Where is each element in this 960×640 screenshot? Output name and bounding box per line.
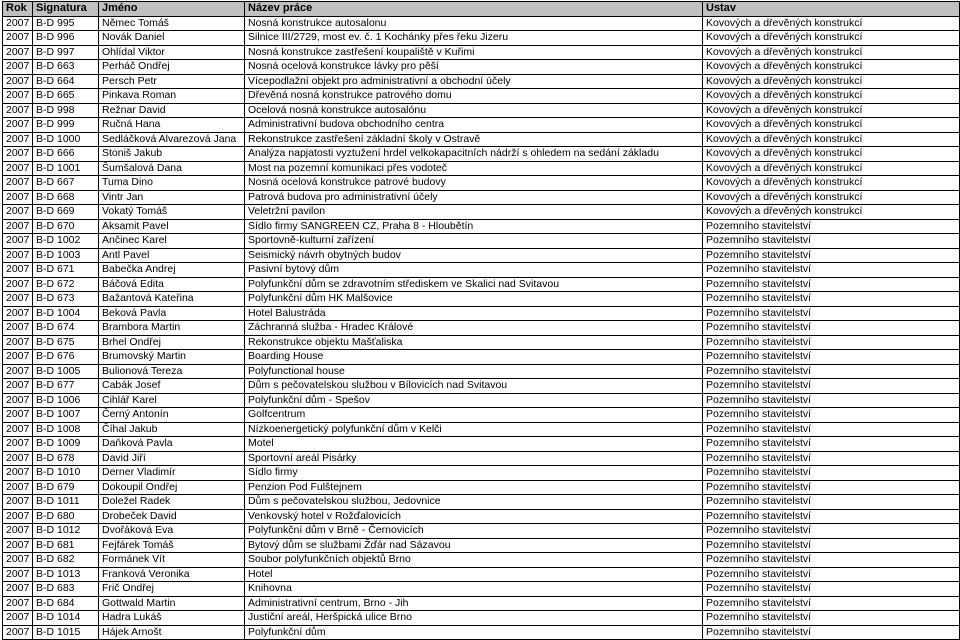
table-row: [3, 393, 960, 408]
cell-ustav: Pozemního stavitelství: [703, 437, 960, 452]
cell-rok: 2007: [3, 292, 33, 307]
cell-nazev-prace: Polyfunkční dům v Brně - Černovicích: [245, 524, 703, 539]
cell-ustav: Pozemního stavitelství: [703, 263, 960, 278]
cell-signatura: B-D 673: [33, 292, 99, 307]
cell-jmeno: Novák Daniel: [99, 31, 245, 46]
cell-jmeno: Gottwald Martin: [99, 596, 245, 611]
cell-nazev-prace: Veletržní pavilon: [245, 205, 703, 220]
cell-ustav: Kovových a dřevěných konstrukcí: [703, 16, 960, 31]
cell-signatura: B-D 667: [33, 176, 99, 191]
table-row: [3, 263, 960, 278]
cell-nazev-prace: Justiční areál, Heršpická ulice Brno: [245, 611, 703, 626]
cell-ustav: Pozemního stavitelství: [703, 335, 960, 350]
cell-ustav: Kovových a dřevěných konstrukcí: [703, 161, 960, 176]
cell-nazev-prace: Nosná konstrukce zastřešení koupaliště v Kuřimi: [245, 45, 703, 60]
table-row: [3, 480, 960, 495]
cell-jmeno: Frič Ondřej: [99, 582, 245, 597]
cell-ustav: Pozemního stavitelství: [703, 553, 960, 568]
cell-rok: 2007: [3, 538, 33, 553]
cell-nazev-prace: Analýza napjatosti vyztužení hrdel velkokapacitních nádrží s ohledem na sedání základu: [245, 147, 703, 162]
cell-nazev-prace: Dům s pečovatelskou službou, Jedovnice: [245, 495, 703, 510]
table-row: [3, 422, 960, 437]
cell-nazev-prace: Polyfunkční dům: [245, 625, 703, 640]
cell-rok: 2007: [3, 45, 33, 60]
cell-jmeno: Persch Petr: [99, 74, 245, 89]
table-row: [3, 364, 960, 379]
cell-signatura: B-D 678: [33, 451, 99, 466]
table-row: [3, 582, 960, 597]
cell-rok: 2007: [3, 437, 33, 452]
table-row: [3, 219, 960, 234]
table-row: [3, 31, 960, 46]
cell-rok: 2007: [3, 89, 33, 104]
cell-ustav: Pozemního stavitelství: [703, 422, 960, 437]
cell-ustav: Pozemního stavitelství: [703, 306, 960, 321]
cell-jmeno: Tuma Dino: [99, 176, 245, 191]
header-rok: Rok: [3, 2, 33, 17]
cell-ustav: Pozemního stavitelství: [703, 292, 960, 307]
cell-ustav: Pozemního stavitelství: [703, 509, 960, 524]
cell-nazev-prace: Nízkoenergetický polyfunkční dům v Kelči: [245, 422, 703, 437]
cell-nazev-prace: Administrativní centrum, Brno - Jih: [245, 596, 703, 611]
cell-ustav: Kovových a dřevěných konstrukcí: [703, 176, 960, 191]
cell-nazev-prace: Boarding House: [245, 350, 703, 365]
cell-rok: 2007: [3, 379, 33, 394]
cell-ustav: Pozemního stavitelství: [703, 495, 960, 510]
cell-nazev-prace: Nosná konstrukce autosalonu: [245, 16, 703, 31]
cell-jmeno: Stoniš Jakub: [99, 147, 245, 162]
cell-rok: 2007: [3, 263, 33, 278]
cell-rok: 2007: [3, 495, 33, 510]
cell-signatura: B-D 680: [33, 509, 99, 524]
cell-rok: 2007: [3, 625, 33, 640]
cell-jmeno: Číhal Jakub: [99, 422, 245, 437]
cell-rok: 2007: [3, 118, 33, 133]
cell-signatura: B-D 995: [33, 16, 99, 31]
header-jmeno: Jméno: [99, 2, 245, 17]
cell-jmeno: Černý Antonín: [99, 408, 245, 423]
cell-nazev-prace: Administrativní budova obchodního centra: [245, 118, 703, 133]
cell-signatura: B-D 666: [33, 147, 99, 162]
cell-rok: 2007: [3, 190, 33, 205]
cell-signatura: B-D 1003: [33, 248, 99, 263]
cell-rok: 2007: [3, 147, 33, 162]
table-row: [3, 176, 960, 191]
cell-jmeno: Derner Vladimír: [99, 466, 245, 481]
cell-nazev-prace: Sídlo firmy SANGREEN CZ, Praha 8 - Hloubětín: [245, 219, 703, 234]
cell-nazev-prace: Hotel Balustráda: [245, 306, 703, 321]
cell-jmeno: Ohlídal Viktor: [99, 45, 245, 60]
cell-rok: 2007: [3, 60, 33, 75]
cell-signatura: B-D 1000: [33, 132, 99, 147]
cell-signatura: B-D 1001: [33, 161, 99, 176]
table-body: [3, 16, 960, 640]
cell-signatura: B-D 1005: [33, 364, 99, 379]
cell-nazev-prace: Silnice III/2729, most ev. č. 1 Kochánky přes řeku Jizeru: [245, 31, 703, 46]
cell-signatura: B-D 682: [33, 553, 99, 568]
cell-ustav: Pozemního stavitelství: [703, 524, 960, 539]
cell-signatura: B-D 663: [33, 60, 99, 75]
cell-ustav: Pozemního stavitelství: [703, 379, 960, 394]
cell-nazev-prace: Polyfunkční dům HK Malšovice: [245, 292, 703, 307]
table-row: [3, 147, 960, 162]
table-row: [3, 292, 960, 307]
table-row: [3, 509, 960, 524]
cell-ustav: Kovových a dřevěných konstrukcí: [703, 118, 960, 133]
cell-rok: 2007: [3, 422, 33, 437]
table-row: [3, 408, 960, 423]
table-row: [3, 205, 960, 220]
cell-rok: 2007: [3, 205, 33, 220]
cell-ustav: Kovových a dřevěných konstrukcí: [703, 103, 960, 118]
cell-ustav: Pozemního stavitelství: [703, 277, 960, 292]
cell-signatura: B-D 1010: [33, 466, 99, 481]
cell-jmeno: Doležel Radek: [99, 495, 245, 510]
cell-ustav: Pozemního stavitelství: [703, 567, 960, 582]
cell-ustav: Pozemního stavitelství: [703, 393, 960, 408]
cell-ustav: Kovových a dřevěných konstrukcí: [703, 60, 960, 75]
cell-signatura: B-D 996: [33, 31, 99, 46]
cell-ustav: Pozemního stavitelství: [703, 611, 960, 626]
table-row: [3, 234, 960, 249]
cell-jmeno: Brambora Martin: [99, 321, 245, 336]
cell-jmeno: Brhel Ondřej: [99, 335, 245, 350]
cell-nazev-prace: Seismický návrh obytných budov: [245, 248, 703, 263]
table-row: [3, 538, 960, 553]
cell-jmeno: Brumovský Martin: [99, 350, 245, 365]
cell-ustav: Pozemního stavitelství: [703, 219, 960, 234]
cell-jmeno: Aksamit Pavel: [99, 219, 245, 234]
table-row: [3, 451, 960, 466]
cell-ustav: Pozemního stavitelství: [703, 234, 960, 249]
cell-nazev-prace: Dům s pečovatelskou službou v Bílovicích nad Svitavou: [245, 379, 703, 394]
cell-nazev-prace: Motel: [245, 437, 703, 452]
cell-nazev-prace: Knihovna: [245, 582, 703, 597]
cell-jmeno: Báčová Edita: [99, 277, 245, 292]
cell-signatura: B-D 683: [33, 582, 99, 597]
cell-rok: 2007: [3, 524, 33, 539]
cell-jmeno: Sedláčková Alvarezová Jana: [99, 132, 245, 147]
cell-jmeno: Cihlář Karel: [99, 393, 245, 408]
cell-jmeno: Fejfárek Tomáš: [99, 538, 245, 553]
cell-rok: 2007: [3, 393, 33, 408]
cell-rok: 2007: [3, 74, 33, 89]
cell-signatura: B-D 997: [33, 45, 99, 60]
cell-rok: 2007: [3, 219, 33, 234]
cell-signatura: B-D 669: [33, 205, 99, 220]
cell-rok: 2007: [3, 16, 33, 31]
cell-nazev-prace: Penzion Pod Fulštejnem: [245, 480, 703, 495]
header-signatura: Signatura: [33, 2, 99, 17]
table-row: [3, 161, 960, 176]
cell-ustav: Kovových a dřevěných konstrukcí: [703, 74, 960, 89]
cell-signatura: B-D 1002: [33, 234, 99, 249]
header-row: [3, 2, 960, 17]
cell-signatura: B-D 665: [33, 89, 99, 104]
cell-nazev-prace: Ocelová nosná konstrukce autosalónu: [245, 103, 703, 118]
header-ustav: Ústav: [703, 2, 960, 17]
cell-nazev-prace: Patrová budova pro administrativní účely: [245, 190, 703, 205]
table-row: [3, 553, 960, 568]
cell-jmeno: Šumšalová Dana: [99, 161, 245, 176]
cell-ustav: Pozemního stavitelství: [703, 582, 960, 597]
cell-rok: 2007: [3, 480, 33, 495]
cell-nazev-prace: Polyfunctional house: [245, 364, 703, 379]
table-row: [3, 45, 960, 60]
cell-signatura: B-D 679: [33, 480, 99, 495]
cell-signatura: B-D 664: [33, 74, 99, 89]
table-row: [3, 335, 960, 350]
cell-ustav: Pozemního stavitelství: [703, 480, 960, 495]
cell-signatura: B-D 1006: [33, 393, 99, 408]
cell-ustav: Pozemního stavitelství: [703, 364, 960, 379]
cell-signatura: B-D 998: [33, 103, 99, 118]
cell-jmeno: Babečka Andrej: [99, 263, 245, 278]
cell-nazev-prace: Rekonstrukce zastřešení základní školy v Ostravě: [245, 132, 703, 147]
cell-rok: 2007: [3, 248, 33, 263]
cell-signatura: B-D 671: [33, 263, 99, 278]
cell-ustav: Kovových a dřevěných konstrukcí: [703, 147, 960, 162]
cell-ustav: Kovových a dřevěných konstrukcí: [703, 89, 960, 104]
cell-ustav: Pozemního stavitelství: [703, 408, 960, 423]
table-row: [3, 16, 960, 31]
cell-jmeno: Beková Pavla: [99, 306, 245, 321]
cell-rok: 2007: [3, 277, 33, 292]
cell-jmeno: Bažantová Kateřina: [99, 292, 245, 307]
cell-nazev-prace: Nosná ocelová konstrukce lávky pro pěší: [245, 60, 703, 75]
table-row: [3, 89, 960, 104]
table-row: [3, 103, 960, 118]
thesis-table: [2, 1, 960, 640]
cell-jmeno: Daňková Pavla: [99, 437, 245, 452]
cell-ustav: Pozemního stavitelství: [703, 625, 960, 640]
cell-jmeno: Franková Veronika: [99, 567, 245, 582]
cell-signatura: B-D 1012: [33, 524, 99, 539]
header-nazev-prace: Název práce: [245, 2, 703, 17]
cell-jmeno: Ančinec Karel: [99, 234, 245, 249]
table-row: [3, 567, 960, 582]
cell-jmeno: Pinkava Roman: [99, 89, 245, 104]
cell-nazev-prace: Soubor polyfunkčních objektů Brno: [245, 553, 703, 568]
cell-rok: 2007: [3, 451, 33, 466]
cell-rok: 2007: [3, 466, 33, 481]
cell-signatura: B-D 672: [33, 277, 99, 292]
table-row: [3, 596, 960, 611]
cell-nazev-prace: Most na pozemní komunikaci přes vodoteč: [245, 161, 703, 176]
cell-rok: 2007: [3, 596, 33, 611]
cell-nazev-prace: Vícepodlažní objekt pro administrativní a obchodní účely: [245, 74, 703, 89]
cell-ustav: Kovových a dřevěných konstrukcí: [703, 132, 960, 147]
table-row: [3, 74, 960, 89]
table-row: [3, 118, 960, 133]
table-row: [3, 466, 960, 481]
cell-jmeno: Hadra Lukáš: [99, 611, 245, 626]
table-row: [3, 611, 960, 626]
cell-jmeno: Bulionová Tereza: [99, 364, 245, 379]
cell-signatura: B-D 670: [33, 219, 99, 234]
table-row: [3, 379, 960, 394]
cell-signatura: B-D 675: [33, 335, 99, 350]
cell-signatura: B-D 668: [33, 190, 99, 205]
cell-rok: 2007: [3, 321, 33, 336]
cell-jmeno: Drobeček David: [99, 509, 245, 524]
cell-signatura: B-D 1013: [33, 567, 99, 582]
cell-signatura: B-D 1007: [33, 408, 99, 423]
cell-jmeno: David Jiří: [99, 451, 245, 466]
table-row: [3, 437, 960, 452]
cell-signatura: B-D 1008: [33, 422, 99, 437]
cell-nazev-prace: Sportovní areál Pisárky: [245, 451, 703, 466]
cell-signatura: B-D 676: [33, 350, 99, 365]
table-row: [3, 60, 960, 75]
table-row: [3, 625, 960, 640]
cell-nazev-prace: Polyfunkční dům - Spešov: [245, 393, 703, 408]
cell-rok: 2007: [3, 335, 33, 350]
cell-nazev-prace: Sportovně-kulturní zařízení: [245, 234, 703, 249]
cell-ustav: Kovových a dřevěných konstrukcí: [703, 45, 960, 60]
cell-nazev-prace: Hotel: [245, 567, 703, 582]
cell-signatura: B-D 1015: [33, 625, 99, 640]
cell-rok: 2007: [3, 509, 33, 524]
cell-jmeno: Dvořáková Eva: [99, 524, 245, 539]
cell-ustav: Pozemního stavitelství: [703, 538, 960, 553]
cell-ustav: Pozemního stavitelství: [703, 350, 960, 365]
cell-signatura: B-D 677: [33, 379, 99, 394]
cell-signatura: B-D 1009: [33, 437, 99, 452]
cell-jmeno: Režnar David: [99, 103, 245, 118]
table-row: [3, 321, 960, 336]
cell-jmeno: Vintr Jan: [99, 190, 245, 205]
cell-ustav: Kovových a dřevěných konstrukcí: [703, 205, 960, 220]
table-row: [3, 277, 960, 292]
table-row: [3, 190, 960, 205]
cell-signatura: B-D 999: [33, 118, 99, 133]
cell-nazev-prace: Golfcentrum: [245, 408, 703, 423]
cell-jmeno: Ručná Hana: [99, 118, 245, 133]
cell-nazev-prace: Sídlo firmy: [245, 466, 703, 481]
cell-signatura: B-D 684: [33, 596, 99, 611]
cell-rok: 2007: [3, 306, 33, 321]
cell-rok: 2007: [3, 103, 33, 118]
cell-nazev-prace: Bytový dům se službami Žďár nad Sázavou: [245, 538, 703, 553]
cell-jmeno: Perháč Ondřej: [99, 60, 245, 75]
cell-nazev-prace: Rekonstrukce objektu Mašťaliska: [245, 335, 703, 350]
cell-jmeno: Vokatý Tomáš: [99, 205, 245, 220]
cell-signatura: B-D 681: [33, 538, 99, 553]
cell-signatura: B-D 1014: [33, 611, 99, 626]
cell-jmeno: Cabák Josef: [99, 379, 245, 394]
cell-jmeno: Dokoupil Ondřej: [99, 480, 245, 495]
cell-rok: 2007: [3, 553, 33, 568]
cell-rok: 2007: [3, 582, 33, 597]
cell-ustav: Pozemního stavitelství: [703, 248, 960, 263]
cell-rok: 2007: [3, 611, 33, 626]
cell-ustav: Pozemního stavitelství: [703, 596, 960, 611]
cell-rok: 2007: [3, 567, 33, 582]
cell-nazev-prace: Polyfunkční dům se zdravotním střediskem ve Skalici nad Svitavou: [245, 277, 703, 292]
cell-rok: 2007: [3, 234, 33, 249]
cell-nazev-prace: Pasivní bytový dům: [245, 263, 703, 278]
cell-jmeno: Formánek Vít: [99, 553, 245, 568]
table-row: [3, 132, 960, 147]
cell-nazev-prace: Dřevěná nosná konstrukce patrového domu: [245, 89, 703, 104]
cell-rok: 2007: [3, 161, 33, 176]
cell-nazev-prace: Nosná ocelová konstrukce patrové budovy: [245, 176, 703, 191]
cell-rok: 2007: [3, 364, 33, 379]
table-row: [3, 350, 960, 365]
table-row: [3, 248, 960, 263]
cell-rok: 2007: [3, 132, 33, 147]
table-row: [3, 495, 960, 510]
cell-ustav: Kovových a dřevěných konstrukcí: [703, 190, 960, 205]
cell-rok: 2007: [3, 408, 33, 423]
table-row: [3, 306, 960, 321]
cell-signatura: B-D 1011: [33, 495, 99, 510]
cell-nazev-prace: Venkovský hotel v Rožďalovicích: [245, 509, 703, 524]
cell-rok: 2007: [3, 350, 33, 365]
cell-ustav: Pozemního stavitelství: [703, 451, 960, 466]
cell-ustav: Pozemního stavitelství: [703, 321, 960, 336]
cell-jmeno: Němec Tomáš: [99, 16, 245, 31]
cell-ustav: Pozemního stavitelství: [703, 466, 960, 481]
cell-rok: 2007: [3, 176, 33, 191]
cell-nazev-prace: Záchranná služba - Hradec Králové: [245, 321, 703, 336]
cell-signatura: B-D 1004: [33, 306, 99, 321]
cell-signatura: B-D 674: [33, 321, 99, 336]
cell-rok: 2007: [3, 31, 33, 46]
cell-ustav: Kovových a dřevěných konstrukcí: [703, 31, 960, 46]
table-row: [3, 524, 960, 539]
cell-jmeno: Hájek Arnošt: [99, 625, 245, 640]
cell-jmeno: Antl Pavel: [99, 248, 245, 263]
